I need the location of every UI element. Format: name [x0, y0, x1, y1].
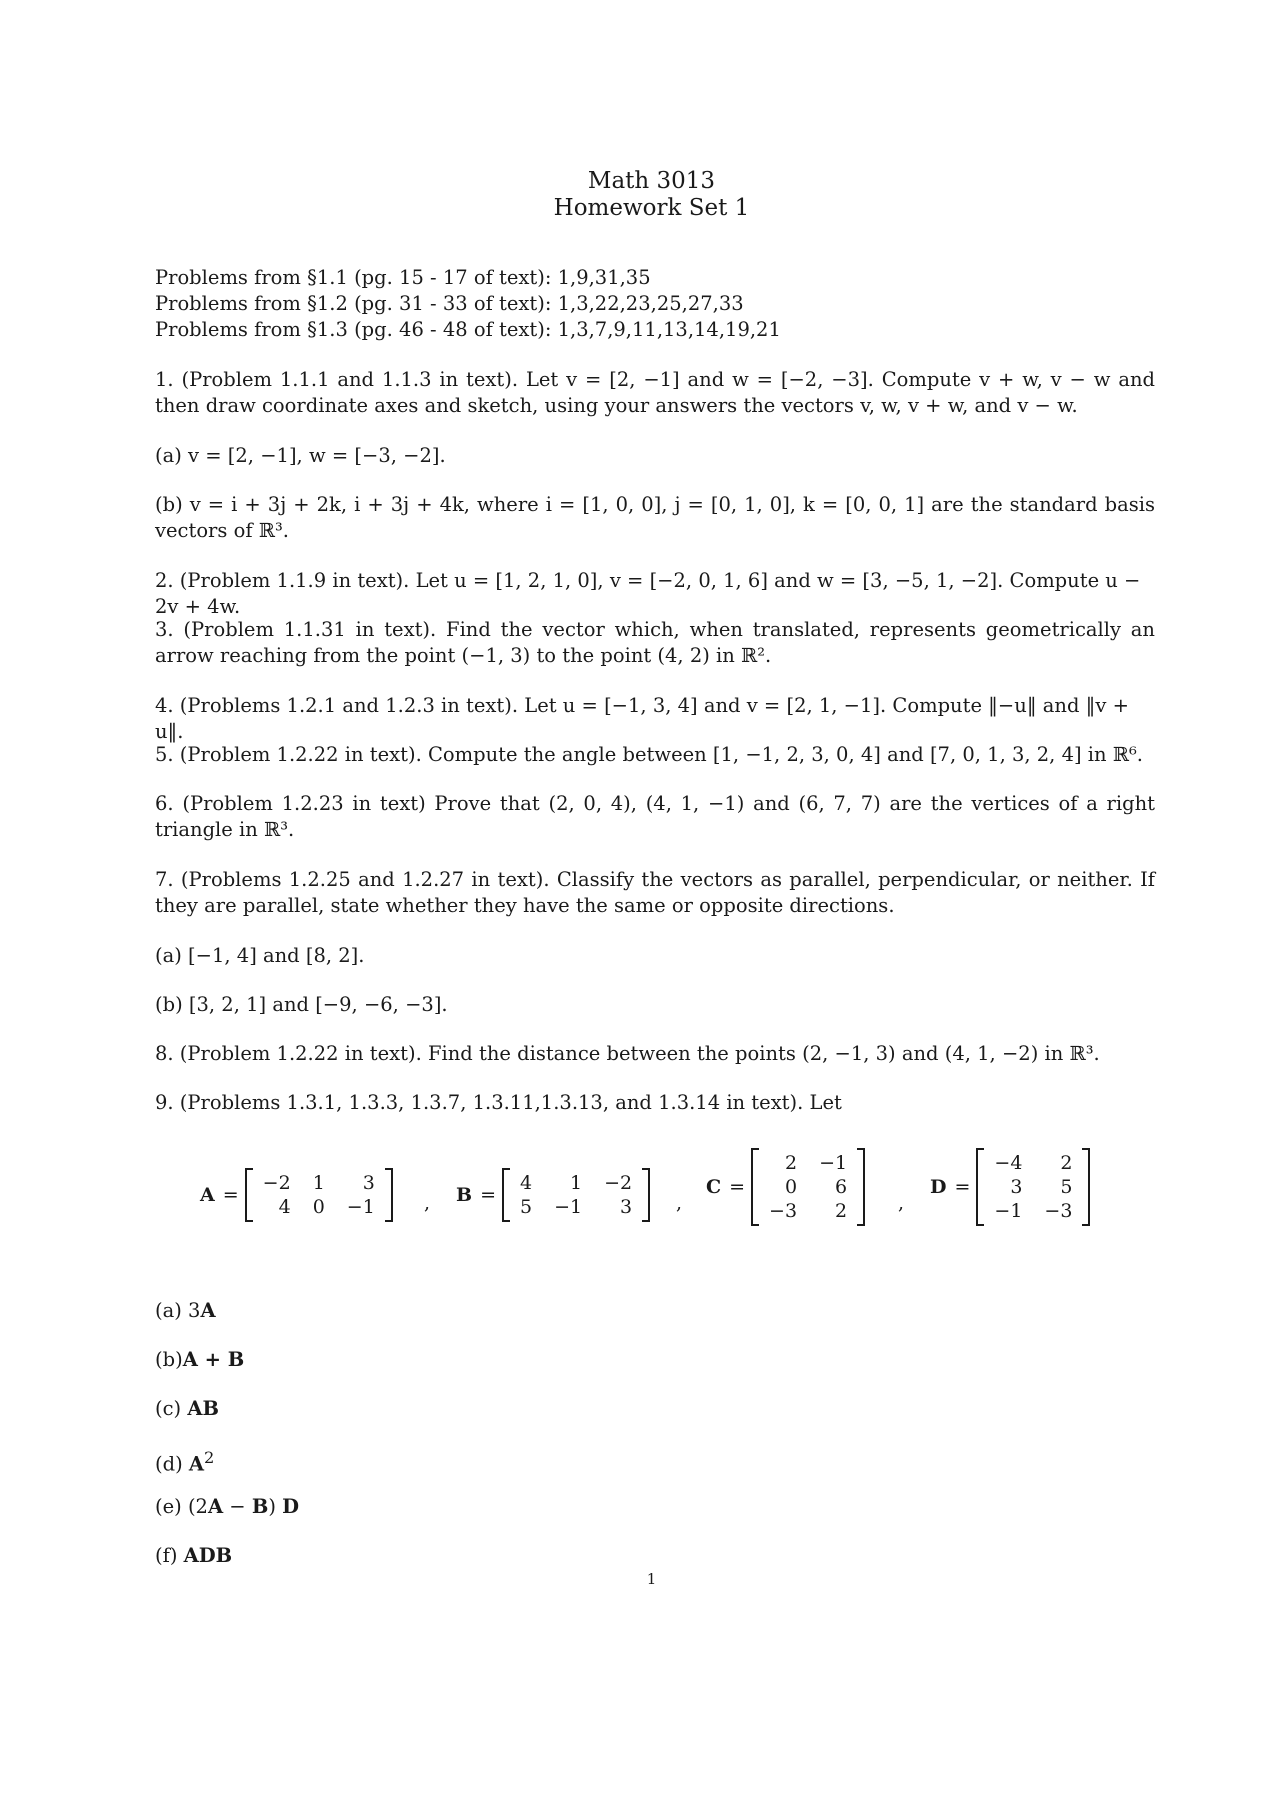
problem-7b: (b) [3, 2, 1] and [−9, −6, −3]. [155, 993, 448, 1016]
exponent: 2 [204, 1448, 215, 1467]
matrix-cell: −2 [262, 1172, 291, 1194]
matrix-cell: 2 [1060, 1152, 1073, 1174]
matrix-cell: −4 [994, 1152, 1023, 1174]
matrix-cell: −2 [604, 1172, 633, 1194]
problem-9: 9. (Problems 1.3.1, 1.3.3, 1.3.7, 1.3.11,1.3.13, and 1.3.14 in text). Let [155, 1091, 842, 1114]
left-bracket [751, 1148, 759, 1226]
part-expression: A + B [182, 1348, 245, 1371]
matrix-b [456, 1168, 650, 1222]
right-bracket [642, 1168, 650, 1222]
part-expression: AB [187, 1397, 219, 1420]
problem-7a: (a) [−1, 4] and [8, 2]. [155, 944, 365, 967]
problem-3: 3. (Problem 1.1.31 in text). Find the vector which, when translated, represents geometrically an arrow reaching from the point (−1, 3) to the point (4, 2) in ℝ². [155, 618, 1155, 667]
right-bracket [385, 1168, 393, 1222]
matrix-cell: 4 [278, 1196, 291, 1218]
matrix-cells [984, 1148, 1082, 1226]
matrix-cell: −1 [994, 1200, 1023, 1222]
part-expression: A [207, 1495, 224, 1518]
matrix-cells [253, 1168, 385, 1222]
part-label: (a) 3 [155, 1299, 201, 1322]
problem-9e [155, 1494, 1155, 1520]
part-label: (c) [155, 1397, 188, 1420]
part-label: (f) [155, 1544, 184, 1567]
matrix-cell: −1 [346, 1196, 375, 1218]
right-bracket [1082, 1148, 1090, 1226]
source-line: Problems from §1.3 (pg. 46 - 48 of text): 1,3,7,9,11,13,14,19,21 [155, 318, 781, 341]
matrix-cell: 2 [834, 1200, 848, 1222]
part-label: (e) (2 [155, 1495, 208, 1518]
matrix-cell: 4 [519, 1172, 533, 1194]
course-title: Math 3013 [587, 168, 716, 194]
matrix-cell: 3 [620, 1196, 633, 1218]
matrix-label: C [706, 1176, 722, 1198]
matrix-cells [510, 1168, 642, 1222]
separator-comma: , [676, 1192, 683, 1214]
problem-9f [155, 1543, 1155, 1569]
left-bracket [245, 1168, 253, 1222]
part-expression: ADB [183, 1544, 233, 1567]
part-expression: B [251, 1495, 269, 1518]
matrix-c [706, 1148, 865, 1226]
matrix-cell: 6 [834, 1176, 848, 1198]
page-number: 1 [646, 1570, 657, 1588]
matrix-cell: 3 [362, 1172, 375, 1194]
matrix-a [200, 1168, 393, 1222]
source-line: Problems from §1.2 (pg. 31 - 33 of text): 1,3,22,23,25,27,33 [155, 292, 744, 315]
problem-9a [155, 1298, 1155, 1324]
left-bracket [976, 1148, 984, 1226]
matrix-cell: 5 [519, 1196, 533, 1218]
matrix-cell: 3 [1010, 1176, 1023, 1198]
problem-4: 4. (Problems 1.2.1 and 1.2.3 in text). Let u = [−1, 3, 4] and v = [2, 1, −1]. Compute ‖−u‖ and ‖v + u‖. [155, 694, 1129, 743]
source-line: Problems from §1.1 (pg. 15 - 17 of text): 1,9,31,35 [155, 266, 651, 289]
left-bracket [502, 1168, 510, 1222]
right-bracket [857, 1148, 865, 1226]
matrix-cell: 1 [312, 1172, 325, 1194]
problem-8: 8. (Problem 1.2.22 in text). Find the distance between the points (2, −1, 3) and (4, 1, −2) in ℝ³. [155, 1042, 1100, 1065]
matrix-cell: 1 [570, 1172, 583, 1194]
part-label: (b) [155, 1348, 183, 1371]
problem-sources [155, 265, 1155, 343]
part-expression: A [188, 1452, 205, 1476]
matrix-cell: −1 [554, 1196, 583, 1218]
minus-sign: − [223, 1495, 252, 1518]
problem-9c [155, 1396, 1155, 1422]
equals-sign: = [480, 1184, 496, 1206]
equals-sign: = [222, 1184, 239, 1206]
problem-1: 1. (Problem 1.1.1 and 1.1.3 in text). Let v = [2, −1] and w = [−2, −3]. Compute v + w, v − w and then draw coordinate axes and sketch, using your answers the vectors v, w, v + w, and v − w. [155, 368, 1155, 417]
problem-7: 7. (Problems 1.2.25 and 1.2.27 in text). Classify the vectors as parallel, perpendicular, or neither. If they are parallel, state whether they have the same or opposite directions. [155, 868, 1155, 917]
matrix-label: A [200, 1184, 215, 1206]
problem-9b [155, 1347, 1155, 1373]
matrix-d [930, 1148, 1090, 1226]
part-expression: A [200, 1299, 216, 1322]
matrix-cell: 0 [784, 1176, 798, 1198]
close-paren: ) [268, 1495, 283, 1518]
problem-6: 6. (Problem 1.2.23 in text) Prove that (2, 0, 4), (4, 1, −1) and (6, 7, 7) are the vertices of a right triangle in ℝ³. [155, 792, 1155, 841]
matrix-cells [759, 1148, 857, 1226]
part-expression: D [282, 1495, 300, 1518]
part-label: (d) [155, 1452, 189, 1476]
separator-comma: , [424, 1192, 431, 1214]
matrix-cell: 5 [1060, 1176, 1073, 1198]
matrix-cell: −3 [1044, 1200, 1073, 1222]
equals-sign: = [954, 1176, 971, 1198]
matrix-cell: −3 [769, 1200, 798, 1222]
problem-2: 2. (Problem 1.1.9 in text). Let u = [1, 2, 1, 0], v = [−2, 0, 1, 6] and w = [3, −5, 1, −2]. Compute u − 2v + 4w. [155, 569, 1141, 618]
matrix-cell: −1 [819, 1152, 848, 1174]
separator-comma: , [898, 1192, 905, 1214]
matrix-label: D [930, 1176, 947, 1198]
problem-1a: (a) v = [2, −1], w = [−3, −2]. [155, 444, 446, 467]
problem-1b: (b) v = i + 3j + 2k, i + 3j + 4k, where i = [1, 0, 0], j = [0, 1, 0], k = [0, 0, 1] are the standard basis vectors of ℝ³. [155, 493, 1155, 542]
matrix-cell: 2 [784, 1152, 798, 1174]
matrix-label: B [456, 1184, 473, 1206]
problem-5: 5. (Problem 1.2.22 in text). Compute the angle between [1, −1, 2, 3, 0, 4] and [7, 0, 1, 3, 2, 4] in ℝ⁶. [155, 743, 1143, 766]
equals-sign: = [729, 1176, 746, 1198]
set-title: Homework Set 1 [553, 195, 750, 221]
matrix-cell: 0 [312, 1196, 325, 1218]
problem-9d [155, 1445, 1155, 1478]
